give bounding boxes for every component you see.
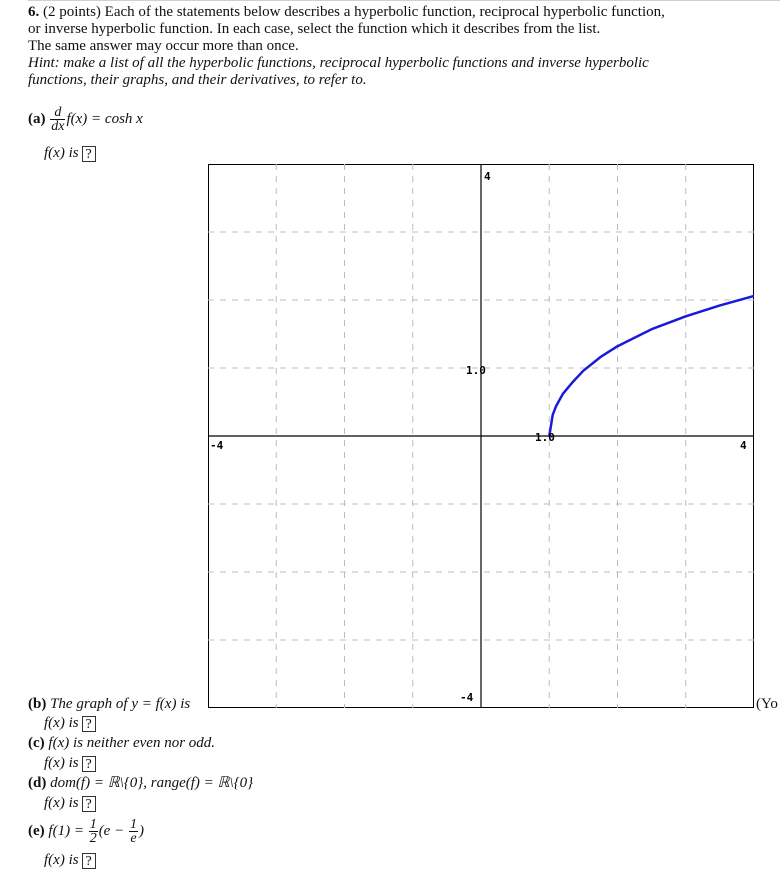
y-min-label: -4	[460, 691, 474, 704]
part-a-statement	[28, 106, 143, 133]
part-a-answer-select[interactable]: ?	[82, 146, 96, 162]
part-e-answer-prefix: f(x) is	[44, 852, 79, 868]
part-b-suffix: (Yo	[756, 696, 778, 712]
part-c-answer-row	[44, 755, 96, 772]
y-max-label: 4	[484, 170, 491, 183]
half-numerator: 1	[89, 817, 97, 832]
part-c-text: f(x) is neither even nor odd.	[48, 735, 216, 751]
part-e-paren-open: (e −	[98, 822, 125, 839]
part-d-answer-prefix: f(x) is	[44, 795, 79, 811]
x-max-label: 4	[740, 439, 747, 452]
derivative-d: d	[50, 106, 65, 120]
part-d-answer-row	[44, 795, 96, 812]
part-e-label: (e)	[28, 822, 45, 839]
x-min-label: -4	[210, 439, 224, 452]
part-c-label: (c)	[28, 735, 45, 751]
part-e-paren-close: )	[138, 822, 144, 839]
part-e-statement	[28, 818, 144, 845]
problem-statement	[28, 4, 768, 89]
inverse-e-fraction	[129, 818, 138, 845]
problem-points: (2 points)	[43, 4, 101, 20]
half-fraction	[89, 818, 98, 845]
derivative-dx: dx	[51, 119, 65, 134]
inverse-e-numerator: 1	[129, 817, 137, 832]
part-c-answer-select[interactable]: ?	[82, 756, 96, 772]
part-c-answer-prefix: f(x) is	[44, 755, 79, 771]
top-rule	[28, 0, 780, 1]
part-e-answer-select[interactable]: ?	[82, 853, 96, 869]
part-d-text: dom(f) = ℝ\{0}, range(f) = ℝ\{0}	[50, 775, 254, 791]
function-graph	[208, 164, 754, 708]
part-a-answer-row	[44, 145, 96, 162]
problem-line-3: The same answer may occur more than once.	[28, 38, 299, 54]
part-b-statement	[28, 696, 190, 713]
x-one-label: 1.0	[535, 431, 555, 444]
y-one-label: 1.0	[466, 364, 486, 377]
part-b-answer-select[interactable]: ?	[82, 716, 96, 732]
half-denominator: 2	[89, 831, 97, 846]
part-d-label: (d)	[28, 775, 47, 791]
part-e-answer-row	[44, 852, 96, 869]
part-d-statement	[28, 775, 253, 792]
part-b-text: The graph of y = f(x) is	[50, 696, 191, 712]
part-a-label: (a)	[28, 110, 46, 127]
part-b-answer-row	[44, 715, 96, 732]
part-d-answer-select[interactable]: ?	[82, 796, 96, 812]
problem-text-1: Each of the statements below describes a hyperbolic function, reciprocal hyperbolic function,	[104, 4, 665, 20]
problem-number: 6.	[28, 4, 40, 20]
problem-line-1	[28, 4, 768, 21]
problem-line-2: or inverse hyperbolic function. In each case, select the function which it describes from the list.	[28, 21, 601, 37]
part-b-label: (b)	[28, 696, 47, 712]
part-a-answer-prefix: f(x) is	[44, 145, 79, 161]
part-e-lhs: f(1) =	[48, 822, 84, 839]
part-c-statement	[28, 735, 215, 752]
part-a-rhs: f(x) = cosh x	[66, 110, 143, 127]
inverse-e-denominator: e	[130, 831, 137, 846]
derivative-operator	[50, 106, 65, 133]
hint-line-1: Hint: make a list of all the hyperbolic functions, reciprocal hyperbolic functions and inverse hyperbolic	[28, 55, 649, 71]
hint-line-2: functions, their graphs, and their derivatives, to refer to.	[28, 72, 367, 88]
part-b-answer-prefix: f(x) is	[44, 715, 79, 731]
